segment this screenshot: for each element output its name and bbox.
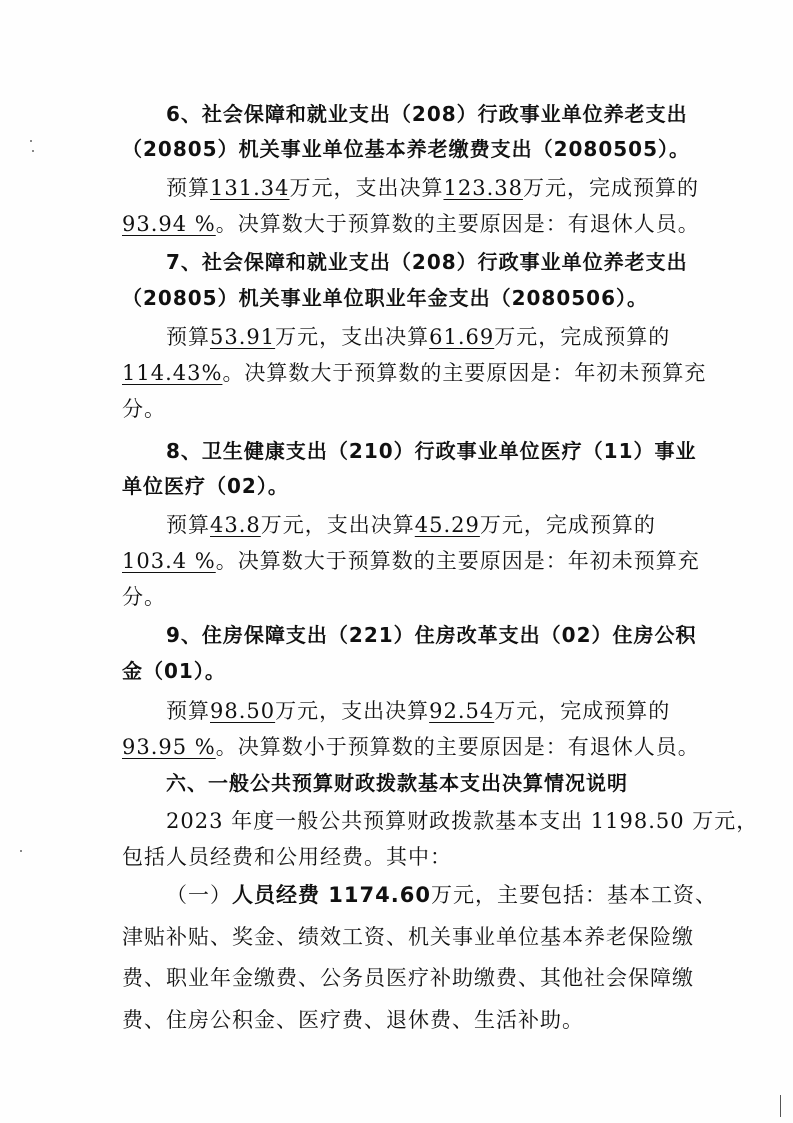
section-7-reason-continuation: 分。 <box>122 397 166 421</box>
scan-speck <box>30 140 32 142</box>
section-8-rate-line <box>122 546 700 576</box>
budget-label: 预算 <box>166 176 210 200</box>
part-6-intro-line-2: 包括人员经费和公用经费。其中： <box>122 845 452 869</box>
completion-rate: 103.4 % <box>122 549 216 573</box>
section-8-budget-line <box>166 510 656 540</box>
completion-rate: 114.43% <box>122 361 223 385</box>
actual-unit: 万元，完成预算的 <box>479 513 656 537</box>
section-8-heading-line-1: 8、卫生健康支出（210）行政事业单位医疗（11）事业 <box>166 439 697 463</box>
section-9-heading-line-1: 9、住房保障支出（221）住房改革支出（02）住房公积 <box>166 623 697 647</box>
actual-value: 92.54 <box>429 699 495 723</box>
budget-unit: 万元，支出决算 <box>275 325 430 349</box>
actual-value: 45.29 <box>414 513 480 537</box>
budget-unit: 万元，支出决算 <box>275 699 430 723</box>
part-6-intro-line-1: 2023 年度一般公共预算财政拨款基本支出 1198.50 万元， <box>166 809 759 833</box>
completion-rate: 93.95 % <box>122 735 216 759</box>
actual-unit: 万元，完成预算的 <box>494 325 671 349</box>
budget-value: 43.8 <box>210 513 261 537</box>
reason-text: 。决算数大于预算数的主要原因是：年初未预算充 <box>222 361 707 385</box>
budget-unit: 万元，支出决算 <box>260 513 415 537</box>
section-8-heading-line-2: 单位医疗（02）。 <box>122 474 289 498</box>
section-6-heading-line-1: 6、社会保障和就业支出（208）行政事业单位养老支出 <box>166 102 688 126</box>
budget-value: 131.34 <box>210 176 290 200</box>
personnel-line-3: 费、职业年金缴费、公务员医疗补助缴费、其他社会保障缴 <box>122 966 694 990</box>
reason-text: 。决算数大于预算数的主要原因是：年初未预算充 <box>215 549 700 573</box>
section-8-reason-continuation: 分。 <box>122 585 166 609</box>
personnel-line-2: 津贴补贴、奖金、绩效工资、机关事业单位基本养老保险缴 <box>122 925 694 949</box>
section-9-budget-line <box>166 696 670 726</box>
personnel-line-4: 费、住房公积金、医疗费、退休费、生活补助。 <box>122 1008 584 1032</box>
actual-unit: 万元，完成预算的 <box>522 176 699 200</box>
section-6-budget-line <box>166 173 699 203</box>
personnel-expense-line <box>166 880 717 910</box>
completion-rate: 93.94 % <box>122 212 216 236</box>
scan-speck <box>20 850 22 852</box>
budget-label: 预算 <box>166 325 210 349</box>
actual-unit: 万元，完成预算的 <box>494 699 671 723</box>
reason-text: 。决算数大于预算数的主要原因是：有退休人员。 <box>215 212 700 236</box>
budget-label: 预算 <box>166 513 210 537</box>
section-7-heading-line-1: 7、社会保障和就业支出（208）行政事业单位养老支出 <box>166 250 688 274</box>
scan-speck <box>32 150 34 152</box>
personnel-label: 人员经费 1174.60 <box>232 883 431 907</box>
budget-value: 53.91 <box>210 325 276 349</box>
budget-unit: 万元，支出决算 <box>289 176 444 200</box>
personnel-prefix: （一） <box>166 883 232 907</box>
budget-value: 98.50 <box>210 699 276 723</box>
budget-label: 预算 <box>166 699 210 723</box>
part-6-title: 六、一般公共预算财政拨款基本支出决算情况说明 <box>166 771 628 795</box>
section-7-rate-line <box>122 358 706 388</box>
section-9-rate-line <box>122 732 700 762</box>
actual-value: 123.38 <box>443 176 523 200</box>
section-9-heading-line-2: 金（01）。 <box>122 659 226 683</box>
reason-text: 。决算数小于预算数的主要原因是：有退休人员。 <box>215 735 700 759</box>
actual-value: 61.69 <box>429 325 495 349</box>
section-6-rate-line <box>122 209 700 239</box>
section-6-heading-line-2: （20805）机关事业单位基本养老缴费支出（2080505）。 <box>122 137 690 161</box>
section-7-heading-line-2: （20805）机关事业单位职业年金支出（2080506）。 <box>122 286 648 310</box>
scan-edge-mark <box>780 1095 781 1117</box>
section-7-budget-line <box>166 322 670 352</box>
personnel-rest: 万元，主要包括：基本工资、 <box>430 883 717 907</box>
